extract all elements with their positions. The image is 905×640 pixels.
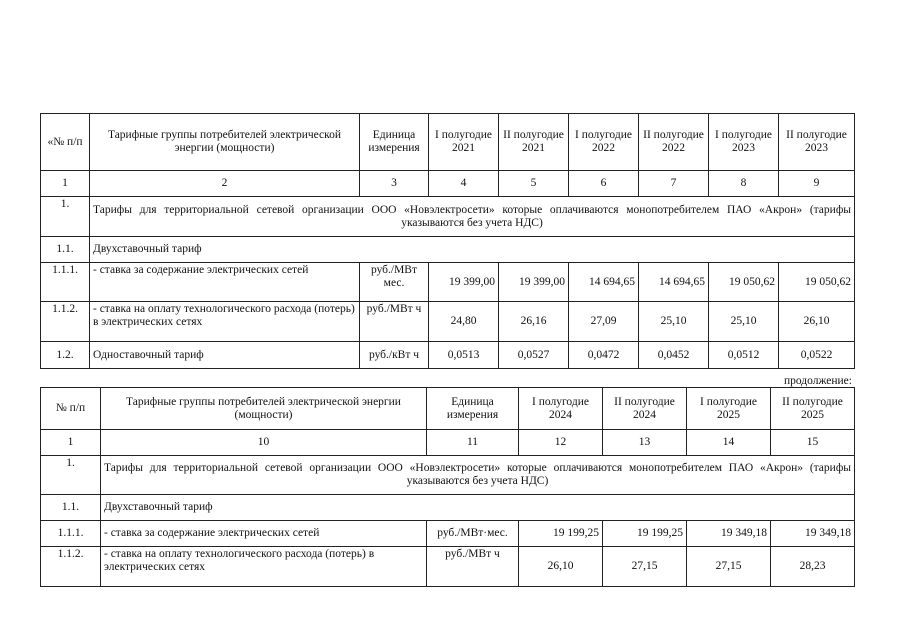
column-number: 10 — [101, 430, 427, 456]
column-number: 13 — [603, 430, 687, 456]
row-value: 19 349,18 — [687, 521, 771, 547]
subsection-title: Двухставочный тариф — [90, 237, 855, 263]
row-number: 1.1.1. — [41, 521, 101, 547]
row-unit: руб./МВт·мес. — [427, 521, 519, 547]
row-name: - ставка на оплату технологического расхода (потерь) в электрических сетях — [90, 302, 360, 342]
row-name: - ставка на оплату технологического расхода (потерь) в электрических сетях — [101, 547, 427, 587]
section-row — [41, 197, 855, 237]
tariff-table-2021-2023 — [40, 113, 855, 369]
tariff-table-2024-2025 — [40, 387, 855, 587]
row-name: - ставка за содержание электрических сетей — [101, 521, 427, 547]
row-number: 1.1.2. — [41, 302, 90, 342]
subsection-row — [41, 237, 855, 263]
row-value: 26,10 — [779, 302, 855, 342]
subsection-number: 1.1. — [41, 495, 101, 521]
header-cell: Тарифные группы потребителей электрической энергии (мощности) — [101, 388, 427, 430]
header-cell: II полугодие 2024 — [603, 388, 687, 430]
header-row — [41, 388, 855, 430]
table-row — [41, 263, 855, 302]
row-value: 0,0513 — [429, 342, 499, 369]
section-row — [41, 456, 855, 495]
column-number: 9 — [779, 171, 855, 197]
header-cell: II полугодие 2021 — [499, 114, 569, 171]
section-title: Тарифы для территориальной сетевой организации ООО «Новэлектросети» которые оплачиваются монопотребителем ПАО «Акрон» (тарифы указываются без учета НДС) — [90, 197, 855, 237]
row-value: 0,0527 — [499, 342, 569, 369]
row-unit: руб./кВт ч — [360, 342, 429, 369]
row-value: 25,10 — [639, 302, 709, 342]
row-number: 1.2. — [41, 342, 90, 369]
column-number: 6 — [569, 171, 639, 197]
row-value: 0,0452 — [639, 342, 709, 369]
row-name: - ставка за содержание электрических сетей — [90, 263, 360, 302]
table-row — [41, 342, 855, 369]
section-title: Тарифы для территориальной сетевой организации ООО «Новэлектросети» которые оплачиваются монопотребителем ПАО «Акрон» (тарифы указываются без учета НДС) — [101, 456, 855, 495]
row-value: 0,0512 — [709, 342, 779, 369]
row-value: 14 694,65 — [569, 263, 639, 302]
header-cell: I полугодие 2024 — [519, 388, 603, 430]
header-cell: II полугодие 2022 — [639, 114, 709, 171]
row-value: 0,0522 — [779, 342, 855, 369]
row-value: 19 399,00 — [429, 263, 499, 302]
header-cell: Тарифные группы потребителей электрической энергии (мощности) — [90, 114, 360, 171]
column-number: 2 — [90, 171, 360, 197]
row-value: 26,16 — [499, 302, 569, 342]
row-value: 19 050,62 — [779, 263, 855, 302]
section-number: 1. — [41, 456, 101, 495]
header-cell: II полугодие 2025 — [771, 388, 855, 430]
row-unit: руб./МВт ч — [427, 547, 519, 587]
row-value: 19 050,62 — [709, 263, 779, 302]
column-number: 7 — [639, 171, 709, 197]
row-value: 19 199,25 — [603, 521, 687, 547]
table-row — [41, 547, 855, 587]
row-number: 1.1.1. — [41, 263, 90, 302]
column-number: 1 — [41, 171, 90, 197]
header-row — [41, 114, 855, 171]
column-number-row — [41, 430, 855, 456]
column-number: 12 — [519, 430, 603, 456]
row-value: 26,10 — [519, 547, 603, 587]
table-row — [41, 521, 855, 547]
row-number: 1.1.2. — [41, 547, 101, 587]
header-cell: «№ п/п — [41, 114, 90, 171]
row-value: 14 694,65 — [639, 263, 709, 302]
row-value: 0,0472 — [569, 342, 639, 369]
row-unit: руб./МВт ч — [360, 302, 429, 342]
row-value: 24,80 — [429, 302, 499, 342]
header-cell: II полугодие 2023 — [779, 114, 855, 171]
column-number: 14 — [687, 430, 771, 456]
subsection-number: 1.1. — [41, 237, 90, 263]
header-cell: I полугодие 2021 — [429, 114, 499, 171]
table-row — [41, 302, 855, 342]
row-value: 19 399,00 — [499, 263, 569, 302]
row-value: 27,09 — [569, 302, 639, 342]
row-value: 19 199,25 — [519, 521, 603, 547]
row-value: 25,10 — [709, 302, 779, 342]
row-name: Одноставочный тариф — [90, 342, 360, 369]
column-number: 4 — [429, 171, 499, 197]
header-cell: I полугодие 2025 — [687, 388, 771, 430]
column-number: 11 — [427, 430, 519, 456]
subsection-title: Двухставочный тариф — [101, 495, 855, 521]
column-number-row — [41, 171, 855, 197]
column-number: 5 — [499, 171, 569, 197]
header-cell: Единица измерения — [360, 114, 429, 171]
header-cell: I полугодие 2023 — [709, 114, 779, 171]
header-cell: I полугодие 2022 — [569, 114, 639, 171]
column-number: 1 — [41, 430, 101, 456]
subsection-row — [41, 495, 855, 521]
row-value: 19 349,18 — [771, 521, 855, 547]
row-value: 27,15 — [687, 547, 771, 587]
section-number: 1. — [41, 197, 90, 237]
row-unit: руб./МВт мес. — [360, 263, 429, 302]
column-number: 15 — [771, 430, 855, 456]
column-number: 8 — [709, 171, 779, 197]
continued-label: продолжение: — [783, 375, 852, 387]
header-cell: Единица измерения — [427, 388, 519, 430]
row-value: 28,23 — [771, 547, 855, 587]
row-value: 27,15 — [603, 547, 687, 587]
header-cell: № п/п — [41, 388, 101, 430]
column-number: 3 — [360, 171, 429, 197]
